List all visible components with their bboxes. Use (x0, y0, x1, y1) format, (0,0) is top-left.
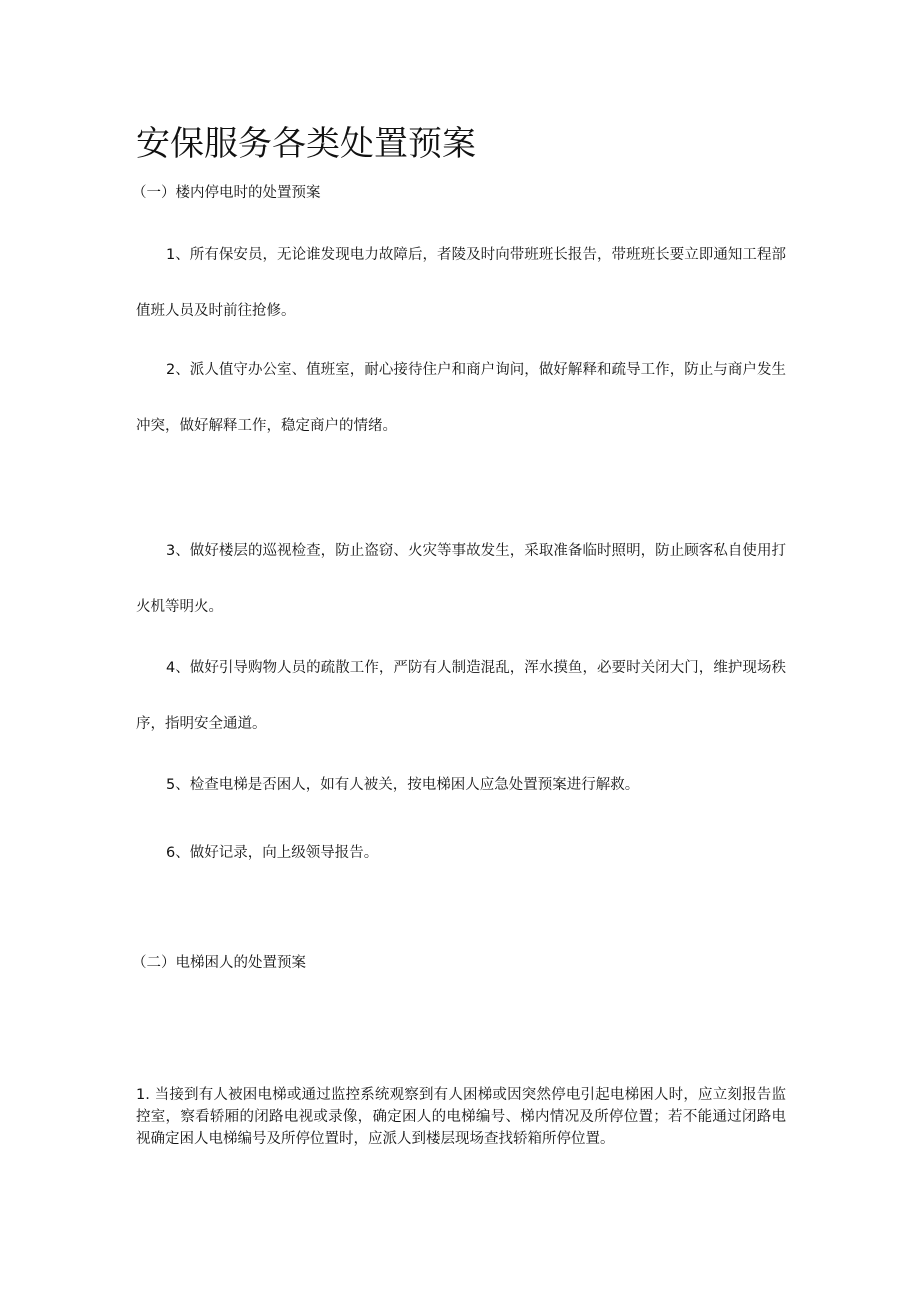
section-heading-power-outage: （一）楼内停电时的处置预案 (132, 185, 321, 201)
paragraph-item-4: 4、做好引导购物人员的疏散工作，严防有人制造混乱，浑水摸鱼，必要时关闭大门，维护现场秩序，指明安全通道。 (136, 660, 786, 732)
paragraph-item-5: 5、检查电梯是否困人，如有人被关，按电梯困人应急处置预案进行解救。 (166, 777, 640, 793)
paragraph-elevator-item-1: 1. 当接到有人被困电梯或通过监控系统观察到有人困梯或因突然停电引起电梯困人时，应立刻报告监控室，察看轿厢的闭路电视或录像，确定困人的电梯编号、梯内情况及所停位置；若不能通过闭路电视确定困人电梯编号及所停位置时，应派人到楼层现场查找轿箱所停位置。 (136, 1087, 786, 1147)
paragraph-item-2: 2、派人值守办公室、值班室，耐心接待住户和商户询问，做好解释和疏导工作，防止与商户发生冲突，做好解释工作，稳定商户的情绪。 (136, 362, 786, 434)
paragraph-item-3: 3、做好楼层的巡视检查，防止盗窃、火灾等事故发生，采取准备临时照明，防止顾客私自使用打火机等明火。 (136, 543, 786, 615)
section-heading-elevator: （二）电梯困人的处置预案 (132, 955, 306, 971)
paragraph-item-6: 6、做好记录，向上级领导报告。 (166, 845, 379, 861)
document-title: 安保服务各类处置预案 (136, 124, 476, 164)
paragraph-item-1: 1、所有保安员，无论谁发现电力故障后，者陵及时向带班班长报告，带班班长要立即通知工程部值班人员及时前往抢修。 (136, 247, 786, 319)
